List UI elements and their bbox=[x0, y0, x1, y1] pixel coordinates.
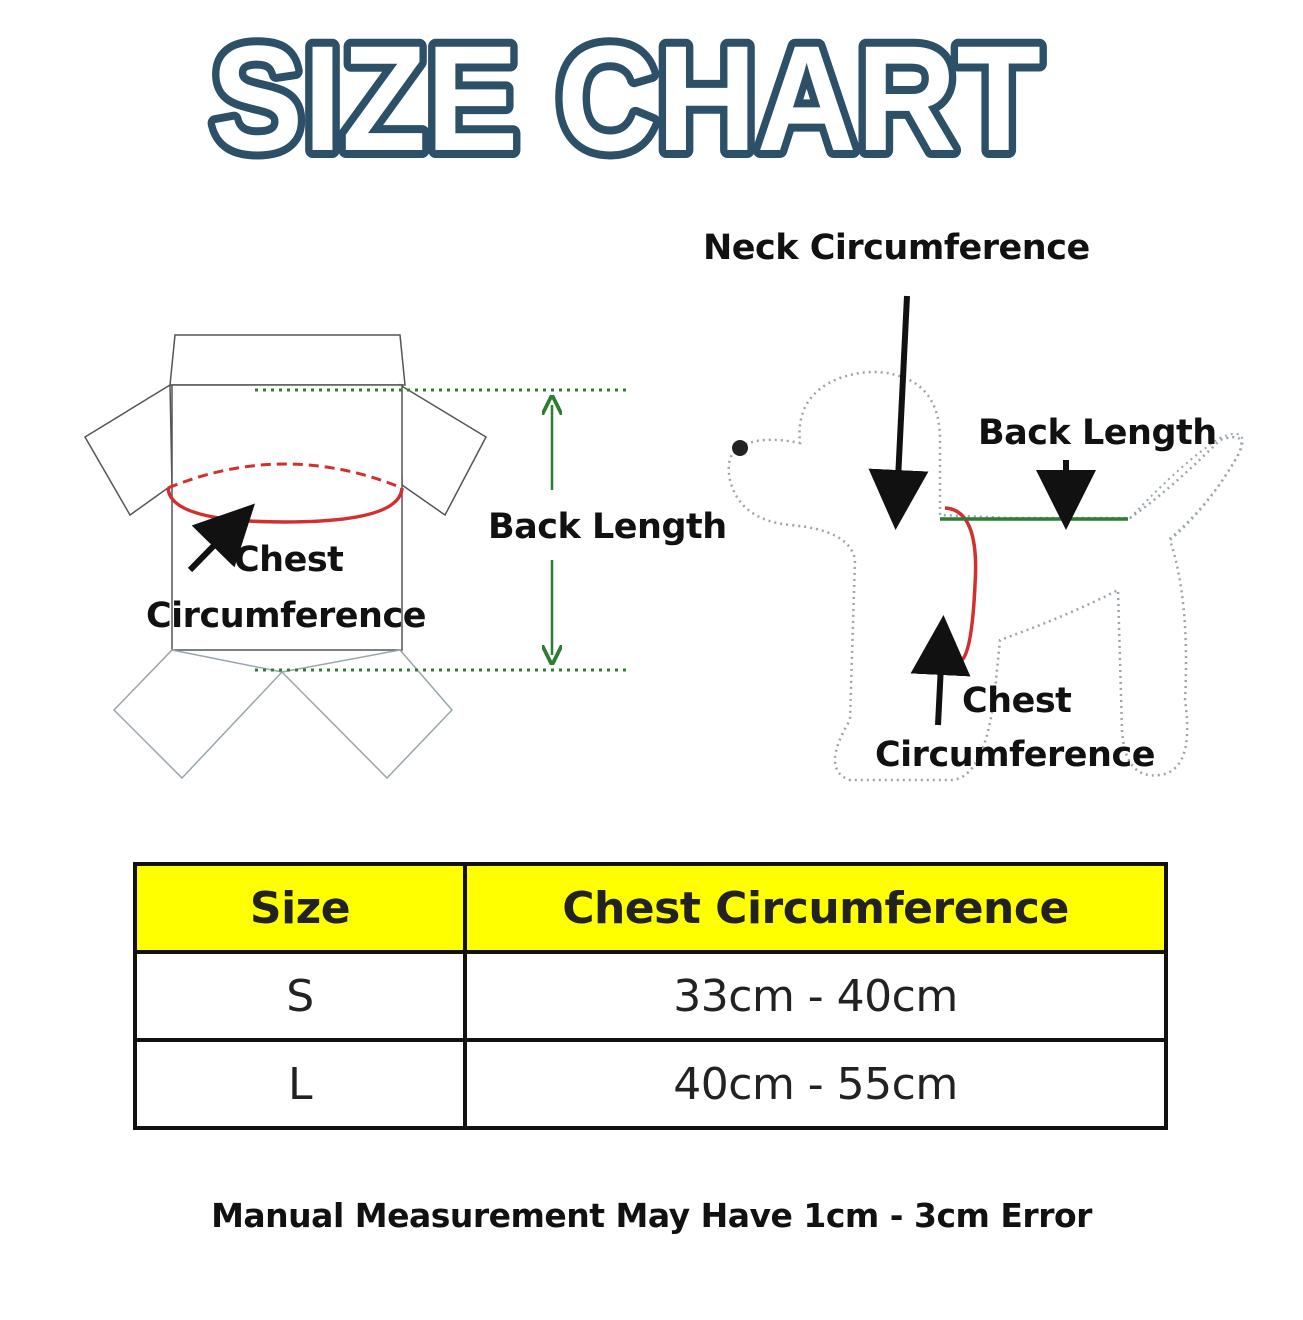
size-cell: L bbox=[135, 1040, 465, 1128]
table-row bbox=[135, 952, 1166, 1040]
header-chest-circumference: Chest Circumference bbox=[465, 864, 1166, 952]
garment-collar bbox=[170, 335, 405, 385]
size-table bbox=[133, 862, 1168, 1130]
chest-range-cell: 33cm - 40cm bbox=[465, 952, 1166, 1040]
table-row bbox=[135, 1040, 1166, 1128]
dog-chest-label-line1: Chest bbox=[962, 681, 1072, 721]
garment-right-sleeve bbox=[400, 385, 486, 515]
dog-nose bbox=[732, 440, 748, 456]
measurement-error-note: Manual Measurement May Have 1cm - 3cm Error bbox=[211, 1196, 1092, 1235]
dog-neck-arrow bbox=[897, 296, 907, 500]
header-size: Size bbox=[135, 864, 465, 952]
garment-chest-label-line1: Chest bbox=[234, 540, 344, 580]
dog-chest-label-line2: Circumference bbox=[875, 735, 1155, 775]
garment-left-sleeve bbox=[85, 385, 172, 515]
dog-neck-label: Neck Circumference bbox=[703, 228, 1090, 268]
chest-range-cell: 40cm - 55cm bbox=[465, 1040, 1166, 1128]
page-title: SIZE CHART bbox=[211, 14, 1041, 182]
dog-chest-arrow bbox=[938, 645, 942, 725]
size-cell: S bbox=[135, 952, 465, 1040]
dog-chest-line bbox=[945, 508, 976, 660]
garment-back-length-label: Back Length bbox=[488, 507, 727, 547]
garment-chest-label-line2: Circumference bbox=[146, 596, 426, 636]
table-header-row bbox=[135, 864, 1166, 952]
dog-back-length-label: Back Length bbox=[978, 413, 1217, 453]
